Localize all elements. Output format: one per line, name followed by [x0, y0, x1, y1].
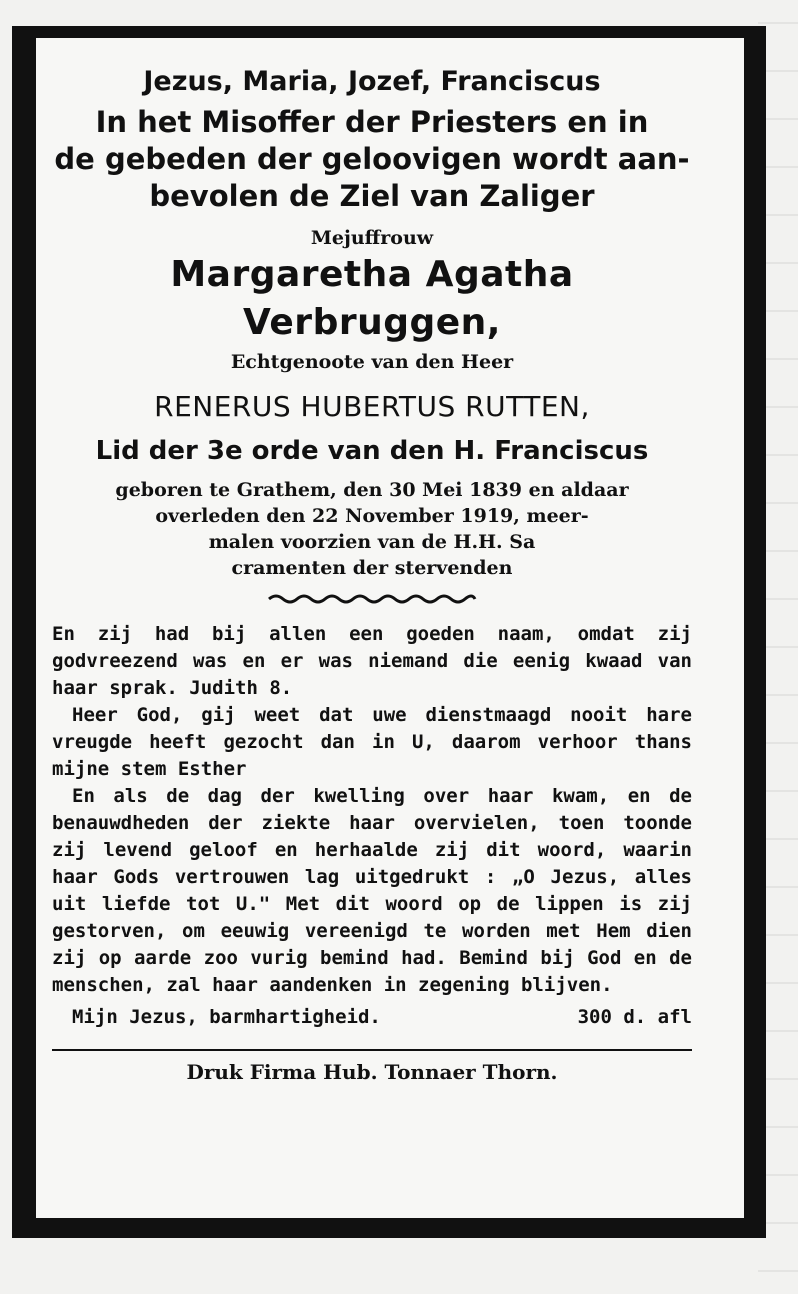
body-paragraph: En zij had bij allen een goeden naam, omdat zij godvreezend was en er was niemand die eenig kwaad van haar sprak. Judith 8.: [52, 623, 692, 699]
intro-line: In het Misoffer der Priesters en in: [95, 105, 649, 139]
indulgence: 300 d. afl: [577, 1006, 692, 1028]
membership: Lid der 3e orde van den H. Franciscus: [95, 436, 649, 466]
card-title: Jezus, Maria, Jozef, Franciscus: [143, 66, 601, 97]
bio-line: geboren te Grathem, den 30 Mei 1839 en aldaar: [115, 479, 629, 501]
memorial-card-content: [52, 64, 692, 1107]
scripture-text: [52, 621, 692, 999]
spouse-intro: Echtgenoote van den Heer: [230, 351, 514, 373]
bio-line: malen voorzien van de H.H. Sa: [208, 531, 536, 553]
intro-line: de gebeden der geloovigen wordt aan-: [54, 142, 690, 176]
honorific: Mejuffrouw: [310, 227, 434, 249]
body-paragraph: Heer God, gij weet dat uwe dienstmaagd nooit hare vreugde heeft gezocht dan in U, daarom verhoor thans mijne stem Esther: [52, 704, 692, 780]
footer-rule: [52, 1049, 692, 1051]
bio-line: cramenten der stervenden: [231, 557, 513, 579]
printer-credit: Druk Firma Hub. Tonnaer Thorn.: [186, 1060, 558, 1084]
wavy-divider: [267, 591, 477, 607]
deceased-name: Margaretha Agatha Verbruggen,: [170, 254, 574, 343]
prayer-line: [52, 999, 692, 1031]
spouse-name: RENERUS HUBERTUS RUTTEN,: [154, 390, 590, 423]
bio-block: [52, 477, 692, 581]
body-paragraph: En als de dag der kwelling over haar kwam, en de benauwdheden der ziekte haar overvielen, toen toonde zij levend geloof en herhaalde zij dit woord, waarin haar Gods vertrouwen lag uitgedrukt : „O Jezus, alles uit liefde tot U." Met dit woord op de lippen is zij gestorven, om eeuwig vereenigd te worden met Hem dien zij op aarde zoo vurig bemind had. Bemind bij God en de menschen, zal haar aandenken in zegening blijven.: [52, 785, 692, 996]
prayer: Mijn Jezus, barmhartigheid.: [72, 1006, 381, 1028]
intro-line: bevolen de Ziel van Zaliger: [149, 179, 595, 213]
bio-line: overleden den 22 November 1919, meer-: [155, 505, 589, 527]
